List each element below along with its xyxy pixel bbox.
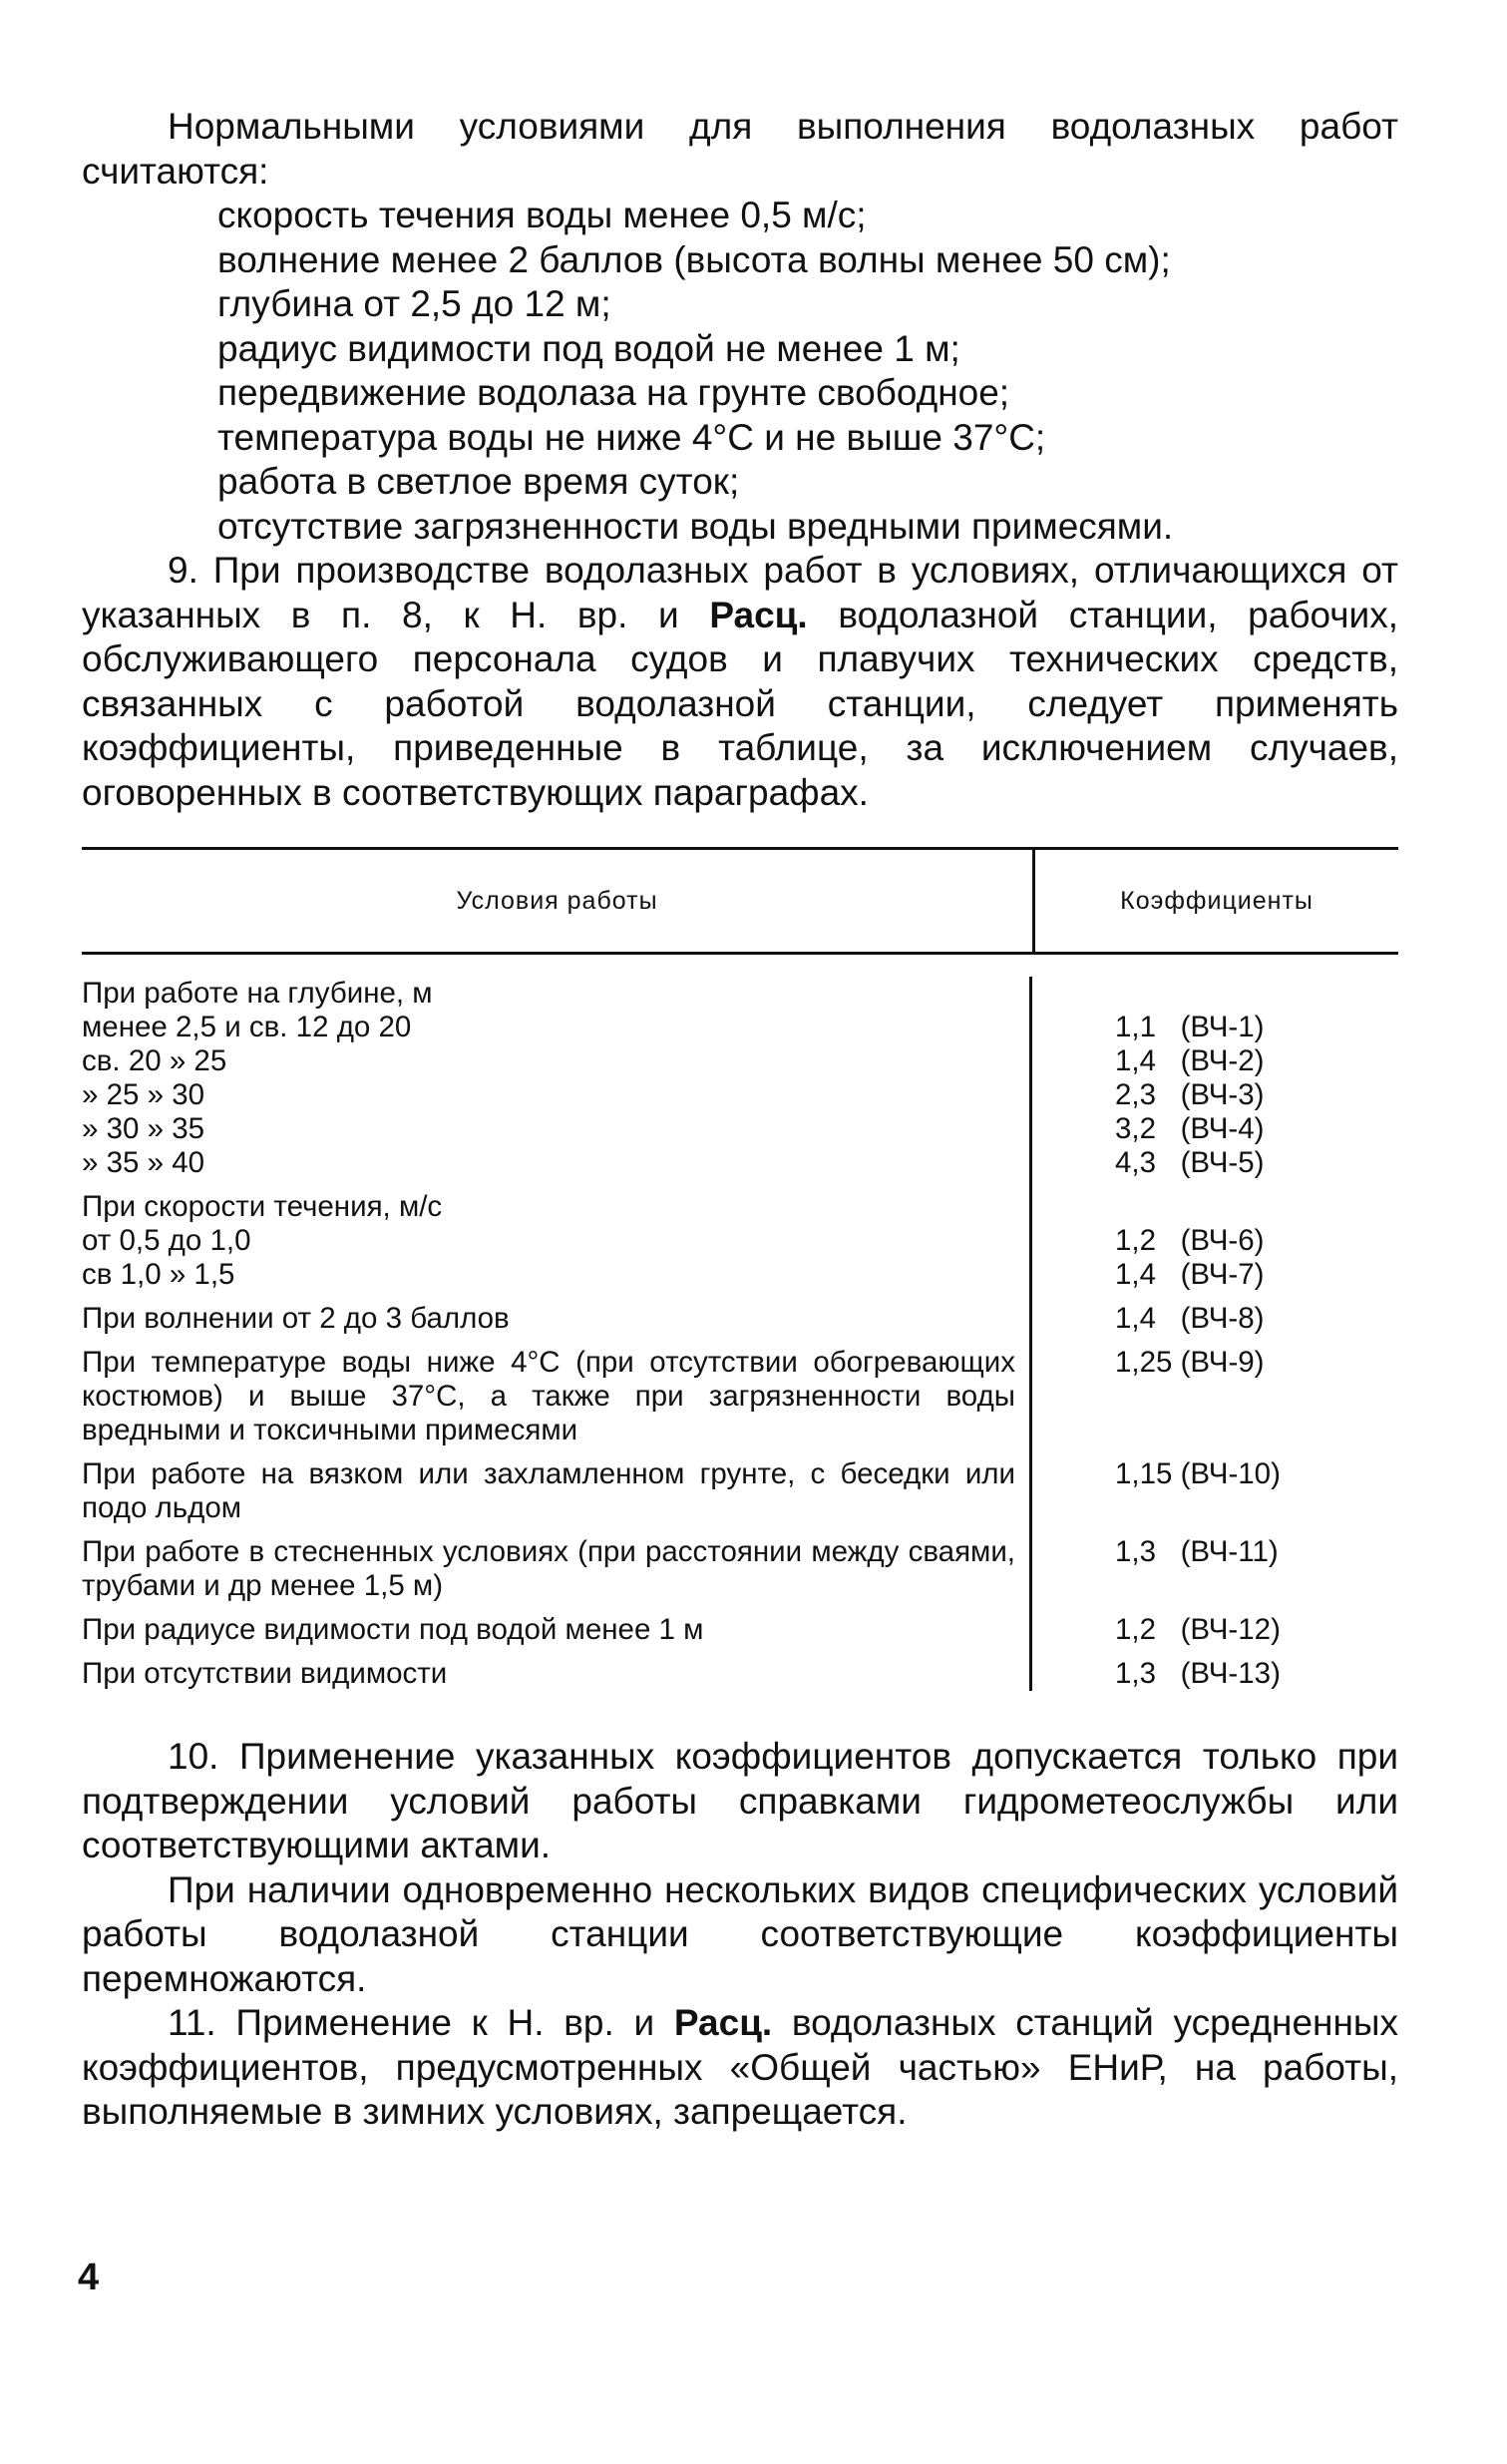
paragraph-9: 9. При производстве водолазных работ в условиях, отличающихся от указанных в п. 8, к Н. вр. и Расц. водолазной станции, рабочих, обслуживающего персонала судов и плавучих технических средств, связанных с работой водолазной станции, следует применять коэффициенты, приведенные в таблице, за исключением случаев, оговоренных в соответствующих параграфах. bbox=[82, 550, 1399, 813]
table-row: » 30 » 35 3,2 (ВЧ-4) bbox=[82, 1112, 1265, 1145]
coefficient-value: 1,3 (ВЧ-11) bbox=[1115, 1535, 1279, 1568]
table-row: менее 2,5 и св. 12 до 20 1,1 (ВЧ-1) bbox=[82, 1011, 1265, 1043]
table-row: При работе в стесненных условиях (при расстоянии между сваями, трубами и др менее 1,5 м) 1,3 (ВЧ-11) bbox=[82, 1535, 1279, 1602]
header-conditions: Условия работы bbox=[82, 850, 1035, 952]
normal-conditions-list bbox=[82, 194, 1398, 549]
coefficient-value: 4,3 (ВЧ-5) bbox=[1115, 1146, 1265, 1179]
coefficient-value: 1,1 (ВЧ-1) bbox=[1115, 1011, 1265, 1043]
table-row: св. 20 » 25 1,4 (ВЧ-2) bbox=[82, 1044, 1265, 1077]
document-page bbox=[82, 105, 1398, 2135]
condition-item: глубина от 2,5 до 12 м; bbox=[217, 283, 611, 324]
table-row: св 1,0 » 1,5 1,4 (ВЧ-7) bbox=[82, 1258, 1265, 1291]
table-header bbox=[82, 850, 1398, 955]
table-group-depth bbox=[82, 977, 1265, 1180]
condition-item: отсутствие загрязненности воды вредными примесями. bbox=[217, 505, 1174, 547]
condition-item: температура воды не ниже 4°С и не выше 37°С; bbox=[217, 416, 1046, 458]
coefficient-value: 1,15 (ВЧ-10) bbox=[1115, 1457, 1281, 1490]
table-row: от 0,5 до 1,0 1,2 (ВЧ-6) bbox=[82, 1224, 1265, 1257]
coefficient-value: 1,3 (ВЧ-13) bbox=[1115, 1657, 1281, 1690]
page-number: 4 bbox=[78, 2257, 100, 2298]
coefficient-value: 1,25 (ВЧ-9) bbox=[1115, 1346, 1265, 1379]
coefficient-value: 1,4 (ВЧ-2) bbox=[1115, 1044, 1265, 1077]
coefficient-value: 3,2 (ВЧ-4) bbox=[1115, 1112, 1265, 1145]
paragraph-11: 11. Применение к Н. вр. и Расц. водолазных станций усредненных коэффициентов, предусмотренных «Общей частью» ЕНиР, на работы, выполняемые в зимних условиях, запрещается. bbox=[82, 2002, 1398, 2132]
condition-item: работа в светлое время суток; bbox=[217, 461, 740, 502]
rate-abbrev: Расц. bbox=[673, 2002, 773, 2043]
coefficient-value: 1,4 (ВЧ-8) bbox=[1115, 1302, 1265, 1335]
conditions-column bbox=[82, 977, 1281, 1691]
table-row: При температуре воды ниже 4°С (при отсутствии обогревающих костюмов) и выше 37°С, а также при загрязненности воды вредными и токсичными примесями 1,25 (ВЧ-9) bbox=[82, 1346, 1265, 1446]
table-body bbox=[82, 955, 1398, 1697]
paragraph-10: 10. Применение указанных коэффициентов допускается только при подтверждении условий работы справками гидрометеослужбы или соответствующими актами. bbox=[82, 1736, 1398, 1865]
table-row: » 35 » 40 4,3 (ВЧ-5) bbox=[82, 1146, 1265, 1179]
group-title: При работе на глубине, м bbox=[82, 977, 433, 1010]
header-coefficients: Коэффициенты bbox=[1120, 887, 1314, 915]
coefficients-table bbox=[82, 847, 1398, 1697]
table-row: При волнении от 2 до 3 баллов 1,4 (ВЧ-8) bbox=[82, 1302, 1265, 1335]
table-row: » 25 » 30 2,3 (ВЧ-3) bbox=[82, 1078, 1265, 1111]
table-row: При радиусе видимости под водой менее 1 м 1,2 (ВЧ-12) bbox=[82, 1613, 1281, 1646]
condition-item: передвижение водолаза на грунте свободное; bbox=[217, 372, 1010, 413]
table-row: При отсутствии видимости 1,3 (ВЧ-13) bbox=[82, 1657, 1281, 1690]
condition-item: радиус видимости под водой не менее 1 м; bbox=[217, 327, 960, 369]
intro-lead: Нормальными условиями для выполнения водолазных работ считаются: bbox=[82, 106, 1398, 192]
coefficient-value: 2,3 (ВЧ-3) bbox=[1115, 1078, 1265, 1111]
condition-item: волнение менее 2 баллов (высота волны менее 50 см); bbox=[217, 238, 1171, 280]
condition-item: скорость течения воды менее 0,5 м/с; bbox=[217, 195, 867, 235]
rate-abbrev: Расц. bbox=[709, 594, 808, 635]
group-title: При скорости течения, м/с bbox=[82, 1190, 443, 1223]
coefficient-value: 1,2 (ВЧ-12) bbox=[1115, 1613, 1281, 1646]
table-group-current bbox=[82, 1190, 1265, 1292]
coefficient-value: 1,2 (ВЧ-6) bbox=[1115, 1224, 1265, 1257]
coefficient-value: 1,4 (ВЧ-7) bbox=[1115, 1258, 1265, 1291]
table-row: При работе на вязком или захламленном грунте, с беседки или подо льдом 1,15 (ВЧ-10) bbox=[82, 1457, 1281, 1524]
paragraph-multiply: При наличии одновременно нескольких видов специфических условий работы водолазной станции соответствующие коэффициенты перемножаются. bbox=[82, 1868, 1398, 1999]
